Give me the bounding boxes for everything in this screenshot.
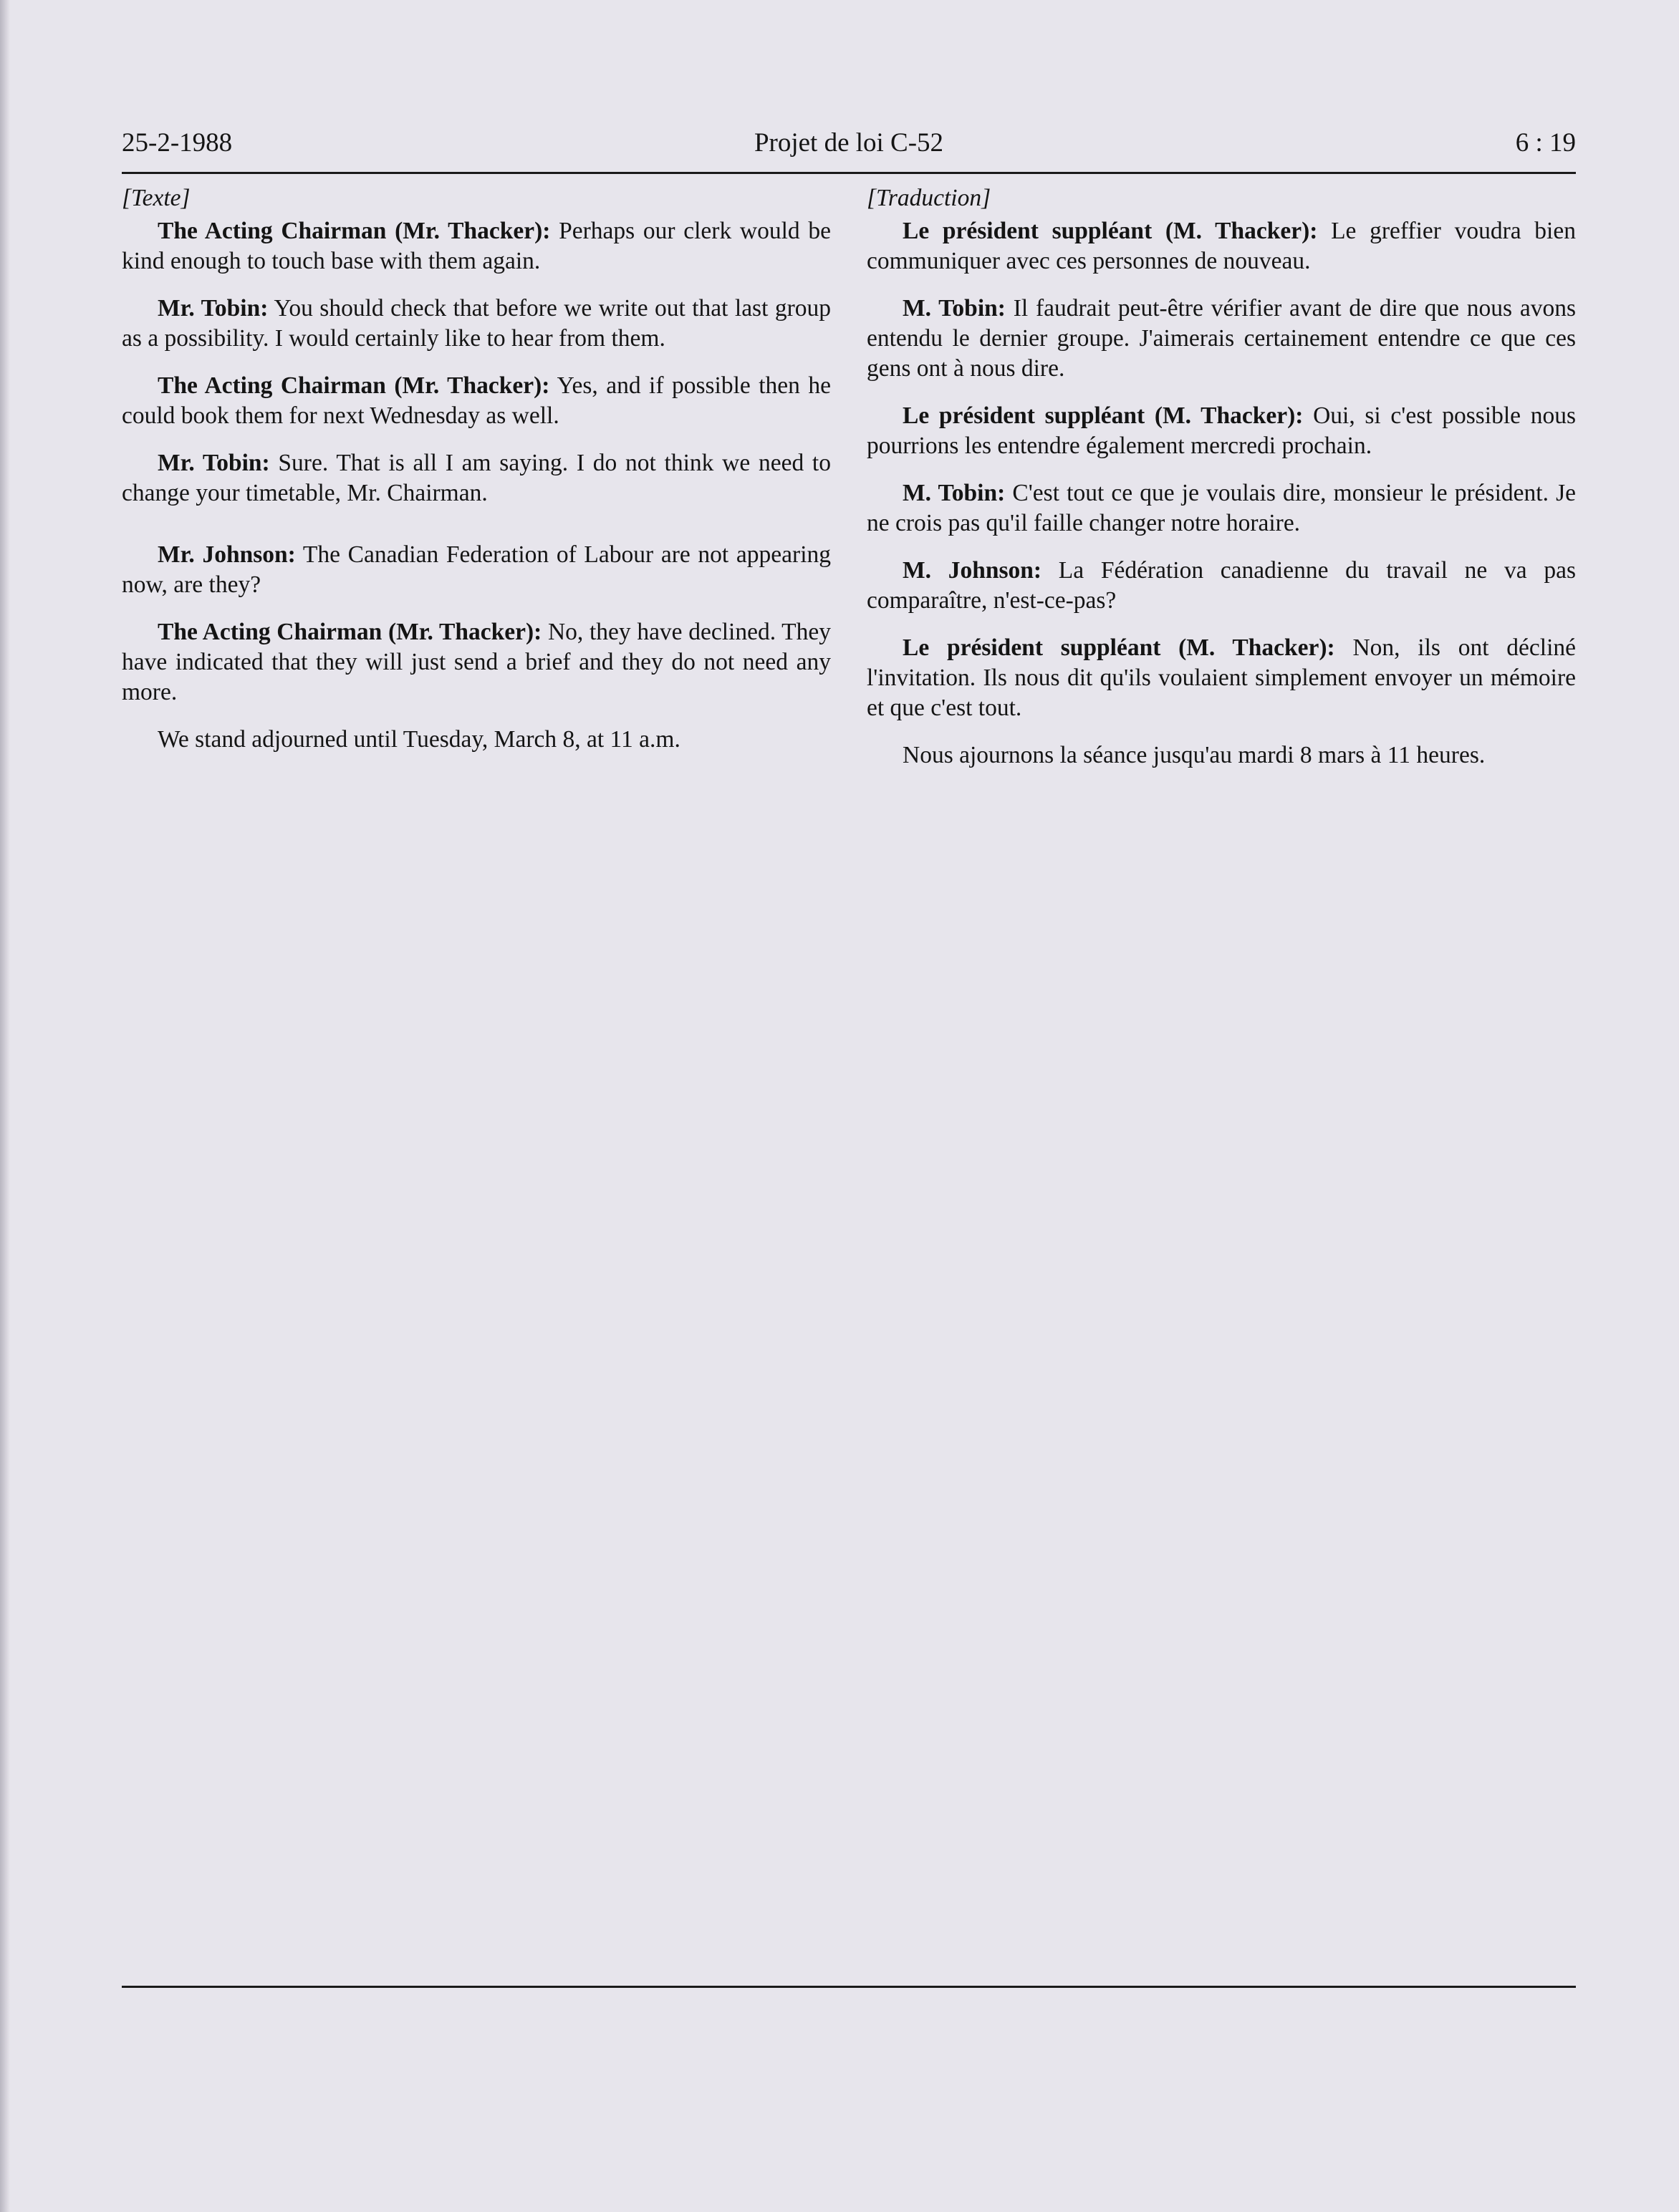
english-paragraph — [122, 540, 831, 600]
speech-text: Sure. That is all I am saying. I do not think we need to change your timetable, Mr. Chairman. — [122, 450, 831, 506]
speech-text: Nous ajournons la séance jusqu'au mardi 8 mars à 11 heures. — [903, 742, 1486, 768]
speech-text: Perhaps our clerk would be kind enough to touch base with them again. — [122, 218, 831, 274]
french-column — [867, 183, 1576, 788]
french-paragraph — [867, 294, 1576, 384]
french-paragraph — [867, 478, 1576, 538]
speaker-name: Mr. Johnson: — [158, 541, 296, 568]
speaker-name: M. Tobin: — [903, 480, 1006, 506]
page-header — [122, 126, 1576, 170]
french-label: [Traduction] — [867, 185, 991, 211]
header-date: 25-2-1988 — [122, 128, 233, 158]
speech-text: C'est tout ce que je voulais dire, monsieur le président. Je ne crois pas qu'il faille changer notre horaire. — [867, 480, 1576, 536]
speech-text: Yes, and if possible then he could book them for next Wednesday as well. — [122, 372, 831, 429]
page-edge-shadow — [0, 0, 10, 2212]
speech-text: No, they have declined. They have indicated that they will just send a brief and they do not need any more. — [122, 619, 831, 705]
speaker-name: Mr. Tobin: — [158, 295, 269, 322]
english-paragraph — [122, 371, 831, 431]
speech-text: La Fédération canadienne du travail ne va pas comparaître, n'est-ce-pas? — [867, 557, 1576, 614]
speech-text: Non, ils ont décliné l'invitation. Ils nous dit qu'ils voulaient simplement envoyer un mémoire et que c'est tout. — [867, 634, 1576, 721]
french-paragraph — [867, 401, 1576, 461]
english-paragraph — [122, 294, 831, 354]
speaker-name: M. Tobin: — [903, 295, 1006, 322]
speech-text: Il faudrait peut-être vérifier avant de dire que nous avons entendu le dernier groupe. J'aimerais certainement entendre ce que ces gens ont à nous dire. — [867, 295, 1576, 382]
speaker-name: Le président suppléant (M. Thacker): — [903, 634, 1335, 661]
speech-text: The Canadian Federation of Labour are not appearing now, are they? — [122, 541, 831, 598]
french-paragraph — [867, 216, 1576, 276]
speaker-name: The Acting Chairman (Mr. Thacker): — [158, 218, 551, 244]
english-paragraph — [122, 617, 831, 707]
speech-text: We stand adjourned until Tuesday, March 8, at 11 a.m. — [158, 726, 680, 753]
french-paragraph — [867, 633, 1576, 723]
header-title: Projet de loi C-52 — [754, 128, 944, 158]
header-page-number: 6 : 19 — [1515, 128, 1576, 158]
speaker-name: The Acting Chairman (Mr. Thacker): — [158, 619, 542, 645]
speaker-name: M. Johnson: — [903, 557, 1042, 584]
english-column — [122, 183, 831, 772]
french-paragraph — [867, 740, 1576, 771]
english-label: [Texte] — [122, 185, 191, 211]
bottom-rule — [122, 1986, 1576, 1988]
header-rule — [122, 172, 1576, 174]
speaker-name: The Acting Chairman (Mr. Thacker): — [158, 372, 550, 399]
french-paragraph — [867, 556, 1576, 616]
speech-text: Le greffier voudra bien communiquer avec ces personnes de nouveau. — [867, 218, 1576, 274]
english-paragraph — [122, 216, 831, 276]
speaker-name: Le président suppléant (M. Thacker): — [903, 402, 1304, 429]
speech-text: Oui, si c'est possible nous pourrions les entendre également mercredi prochain. — [867, 402, 1576, 459]
english-paragraph — [122, 448, 831, 508]
speaker-name: Le président suppléant (M. Thacker): — [903, 218, 1318, 244]
english-paragraph — [122, 725, 831, 755]
speech-text: You should check that before we write out that last group as a possibility. I would certainly like to hear from them. — [122, 295, 831, 352]
speaker-name: Mr. Tobin: — [158, 450, 270, 476]
